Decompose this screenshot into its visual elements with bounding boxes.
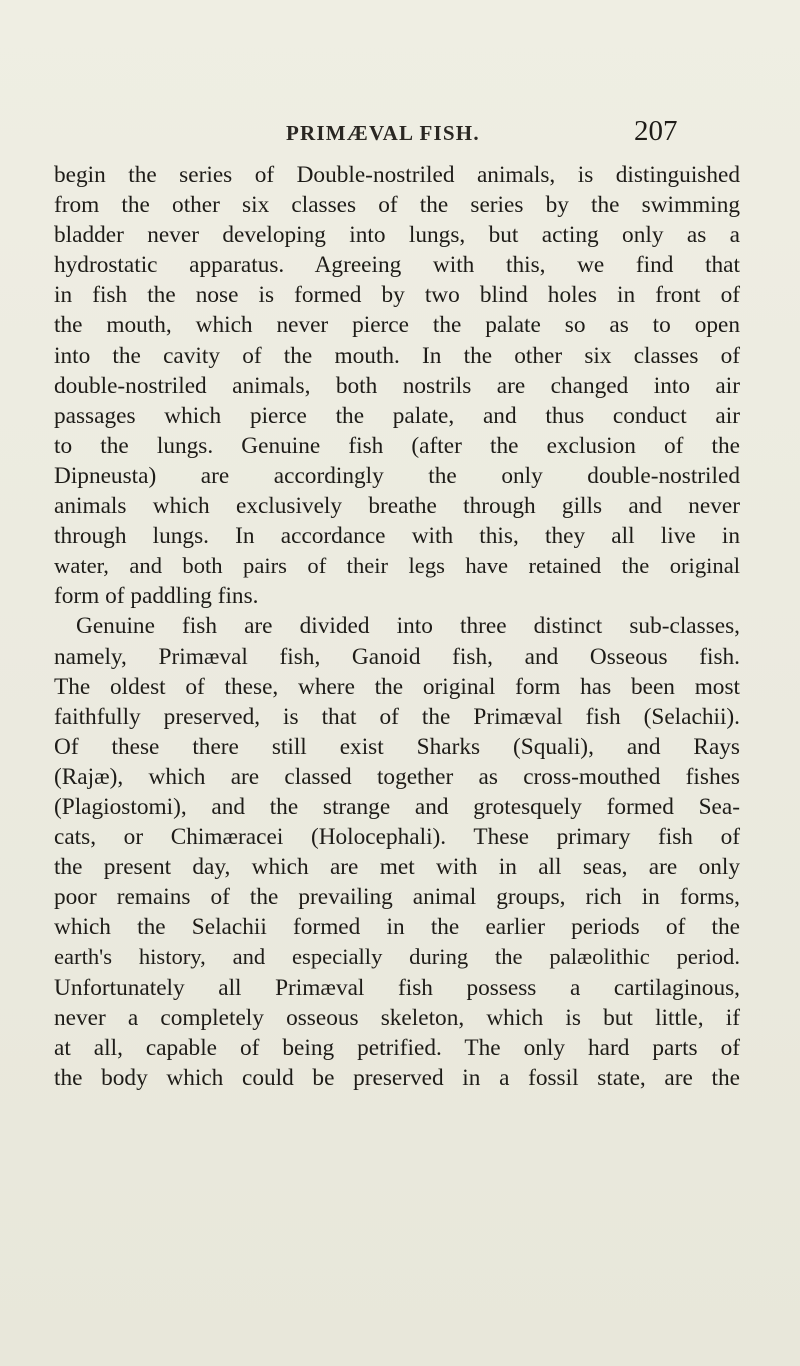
body-text xyxy=(54,160,740,1093)
text-line: Unfortunately all Primæval fish possess a cartilaginous, xyxy=(54,974,740,1001)
running-title: PRIMÆVAL FISH. xyxy=(286,121,480,145)
text-line: cats, or Chimæracei (Holocephali). These primary fish of xyxy=(54,824,740,851)
text-line: never a completely osseous skeleton, which is but little, if xyxy=(54,1004,740,1031)
text-line: from the other six classes of the series by the swimming xyxy=(54,192,740,219)
text-line: double-nostriled animals, both nostrils are changed into air xyxy=(54,372,740,399)
text-line: water, and both pairs of their legs have retained the original xyxy=(54,553,740,579)
text-line: (Rajæ), which are classed together as cross-mouthed fishes xyxy=(54,763,740,790)
text-line: which the Selachii formed in the earlier periods of the xyxy=(54,914,740,941)
text-line: bladder never developing into lungs, but acting only as a xyxy=(54,222,740,249)
text-line: poor remains of the prevailing animal groups, rich in forms, xyxy=(54,884,740,911)
text-line: to the lungs. Genuine fish (after the exclusion of the xyxy=(54,432,740,459)
text-line: Dipneusta) are accordingly the only double-nostriled xyxy=(54,462,740,489)
text-line: the present day, which are met with in all seas, are only xyxy=(54,854,740,881)
text-line: at all, capable of being petrified. The only hard parts of xyxy=(54,1034,740,1061)
text-line: animals which exclusively breathe through gills and never xyxy=(54,493,740,520)
text-line: passages which pierce the palate, and thus conduct air xyxy=(54,402,740,429)
text-line: faithfully preserved, is that of the Primæval fish (Selachii). xyxy=(54,703,740,730)
page-header xyxy=(0,115,800,155)
text-line: namely, Primæval fish, Ganoid fish, and Osseous fish. xyxy=(54,643,740,670)
text-line: The oldest of these, where the original form has been most xyxy=(54,673,740,700)
text-line: (Plagiostomi), and the strange and grotesquely formed Sea- xyxy=(54,793,740,820)
text-line: the mouth, which never pierce the palate so as to open xyxy=(54,312,740,339)
page-number: 207 xyxy=(634,115,678,147)
text-line: form of paddling fins. xyxy=(54,583,259,610)
text-line: Of these there still exist Sharks (Squali), and Rays xyxy=(54,733,740,760)
text-line: hydrostatic apparatus. Agreeing with this, we find that xyxy=(54,252,740,279)
text-line: Genuine fish are divided into three distinct sub-classes, xyxy=(76,613,740,640)
text-line: begin the series of Double-nostriled animals, is distinguished xyxy=(54,162,740,188)
text-line: through lungs. In accordance with this, they all live in xyxy=(54,523,740,550)
text-line: the body which could be preserved in a fossil state, are the xyxy=(54,1064,740,1091)
text-line: in fish the nose is formed by two blind holes in front of xyxy=(54,282,740,309)
text-line: earth's history, and especially during the palæolithic period. xyxy=(54,944,740,970)
text-line: into the cavity of the mouth. In the other six classes of xyxy=(54,342,740,369)
